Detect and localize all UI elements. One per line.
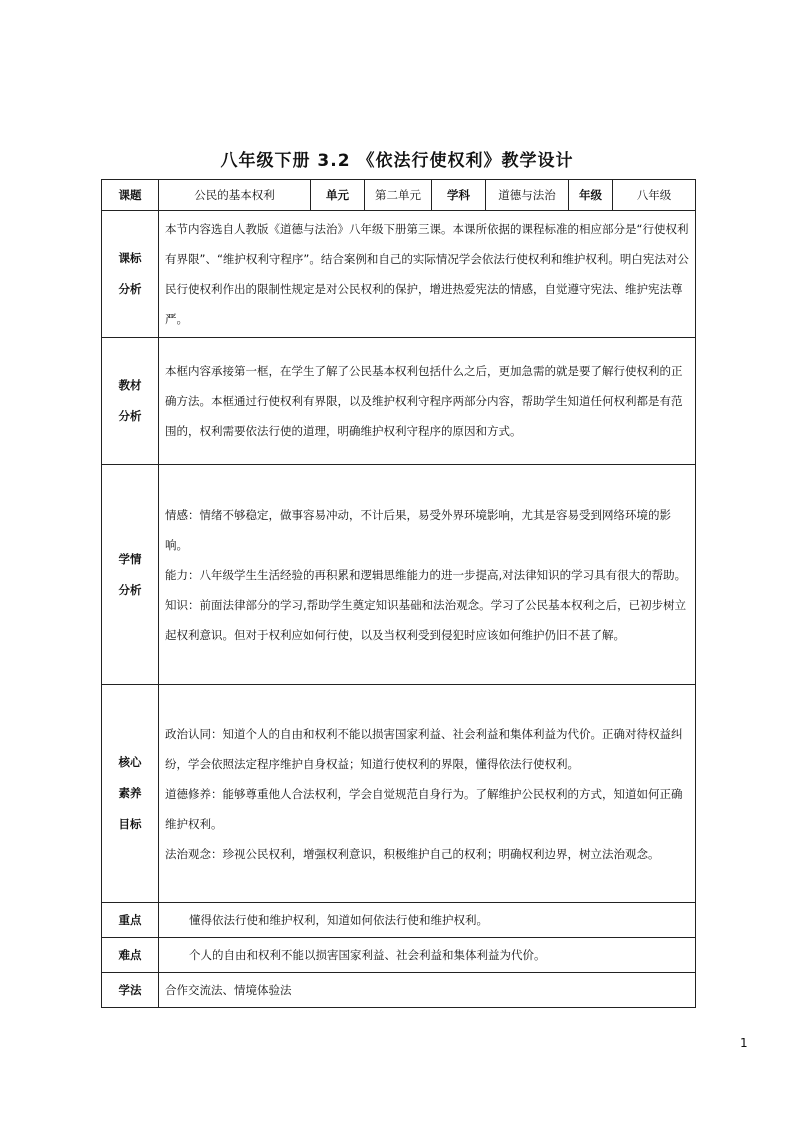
goals-label-line: 核心 <box>118 755 142 769</box>
textbook-label <box>102 338 159 465</box>
goals-label <box>102 685 159 903</box>
subject-label: 学科 <box>432 180 486 211</box>
goals-label-line: 素养 <box>118 786 142 800</box>
difficulties-row <box>102 938 696 973</box>
students-row <box>102 465 696 685</box>
students-label-line: 分析 <box>118 582 142 597</box>
curriculum-text: 本节内容选自人教版《道德与法治》八年级下册第三课。本课所依据的课程标准的相应部分是“行使权利有界限”、“维护权利守程序”。结合案例和自己的实际情况学会依法行使权利和维护权利。明白宪法对公民行使权利作出的限制性规定是对公民权利的保护，增进热爱宪法的情感，自觉遵守宪法、维护宪法尊严。 <box>159 211 696 338</box>
textbook-row <box>102 338 696 465</box>
methods-text: 合作交流法、情境体验法 <box>159 973 696 1008</box>
page-number: 1 <box>740 1036 748 1050</box>
grade-label: 年级 <box>569 180 613 211</box>
difficulties-text: 个人的自由和权利不能以损害国家利益、社会利益和集体利益为代价。 <box>159 938 696 973</box>
textbook-text: 本框内容承接第一框，在学生了解了公民基本权利包括什么之后，更加急需的就是要了解行使权利的正确方法。本框通过行使权利有界限，以及维护权利守程序两部分内容，帮助学生知道任何权利都是有范围的，权利需要依法行使的道理，明确维护权利守程序的原因和方式。 <box>159 338 696 465</box>
topic-value: 公民的基本权利 <box>159 180 311 211</box>
students-text <box>159 465 696 685</box>
goals-row <box>102 685 696 903</box>
curriculum-label <box>102 211 159 338</box>
goals-paragraph-legal: 法治观念：珍视公民权利，增强权利意识，积极维护自己的权利；明确权利边界，树立法治观念。 <box>165 846 660 861</box>
header-row <box>102 180 696 211</box>
goals-paragraph-moral: 道德修养：能够尊重他人合法权利，学会自觉规范自身行为。了解维护公民权利的方式，知道如何正确维护权利。 <box>165 786 683 831</box>
goals-paragraph-political: 政治认同：知道个人的自由和权利不能以损害国家利益、社会利益和集体利益为代价。正确对待权益纠纷，学会依照法定程序维护自身权益；知道行使权利的界限，懂得依法行使权利。 <box>165 726 683 771</box>
document-title: 八年级下册 3.2 《依法行使权利》教学设计 <box>220 151 574 171</box>
goals-text <box>159 685 696 903</box>
difficulties-label: 难点 <box>102 938 159 973</box>
unit-label: 单元 <box>311 180 365 211</box>
curriculum-row <box>102 211 696 338</box>
textbook-label-line: 教材 <box>118 378 142 392</box>
students-label <box>102 465 159 685</box>
textbook-label-line: 分析 <box>118 409 142 423</box>
students-paragraph-ability: 能力：八年级学生生活经验的再积累和逻辑思维能力的进一步提高,对法律知识的学习具有很大的帮助。 <box>165 567 687 582</box>
lesson-plan-table <box>101 179 696 1008</box>
key-points-text: 懂得依法行使和维护权利，知道如何依法行使和维护权利。 <box>159 903 696 938</box>
key-points-row <box>102 903 696 938</box>
key-points-label: 重点 <box>102 903 159 938</box>
curriculum-label-line: 分析 <box>118 282 142 296</box>
goals-label-line: 目标 <box>118 817 142 831</box>
students-paragraph-emotion: 情感：情绪不够稳定，做事容易冲动，不计后果，易受外界环境影响，尤其是容易受到网络环境的影响。 <box>165 507 671 552</box>
unit-value: 第二单元 <box>365 180 432 211</box>
methods-row <box>102 973 696 1008</box>
students-paragraph-knowledge: 知识：前面法律部分的学习,帮助学生奠定知识基础和法治观念。学习了公民基本权利之后，已初步树立起权利意识。但对于权利应如何行使，以及当权利受到侵犯时应该如何维护仍旧不甚了解。 <box>165 597 687 642</box>
methods-label: 学法 <box>102 973 159 1008</box>
grade-value: 八年级 <box>613 180 696 211</box>
subject-value: 道德与法治 <box>486 180 569 211</box>
topic-label: 课题 <box>102 180 159 211</box>
students-label-line: 学情 <box>118 551 142 566</box>
curriculum-label-line: 课标 <box>118 251 142 265</box>
